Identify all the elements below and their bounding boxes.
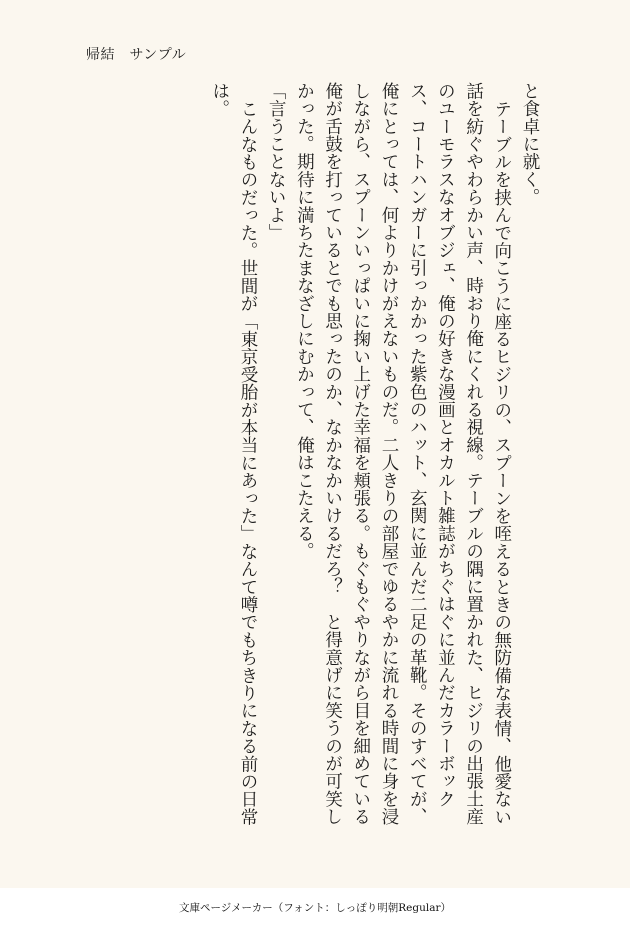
paragraph-4: こんなものだった。世間が「東京受胎が本当にあった」なんて噂でもちきりになる前の日常は。 [209,82,258,826]
paragraph-2: テーブルを挟んで向こうに座るヒジリの、スプーンを咥えるときの無防備な表情、他愛ない話を紡ぐやわらかい声、時おり俺にくれる視線。テーブルの隅に置かれた、ヒジリの出張土産のユーモラスなオブジェ、俺の好きな漫画とオカルト雑誌がちぐはぐに並んだカラーボックス、コートハンガーに引っかかった紫色のハット、玄関に並んだ二足の革靴。そのすべてが、俺にとっては、何よりかけがえないものだ。二人きりの部屋でゆるやかに流れる時間に身を浸しながら、スプーンいっぱいに掬い上げた幸福を頬張る。もぐもぐやりながら目を細めている俺が舌鼓を打っているとでも思ったのか、なかなかいけるだろ？ と得意げに笑うのが可笑しかった。期待に満ちたまなざしにむかって、俺はこたえる。 [294,82,512,826]
page-header-title: 帰結 サンプル [86,47,187,63]
vertical-text-columns [206,82,544,842]
paragraph-1: と食卓に就く。 [520,82,540,206]
footer-credit: 文庫ページメーカー（フォント：しっぽり明朝Regular） [0,888,630,928]
body-text-area [64,82,544,842]
paragraph-3: 「言うことないよ」 [266,82,287,242]
